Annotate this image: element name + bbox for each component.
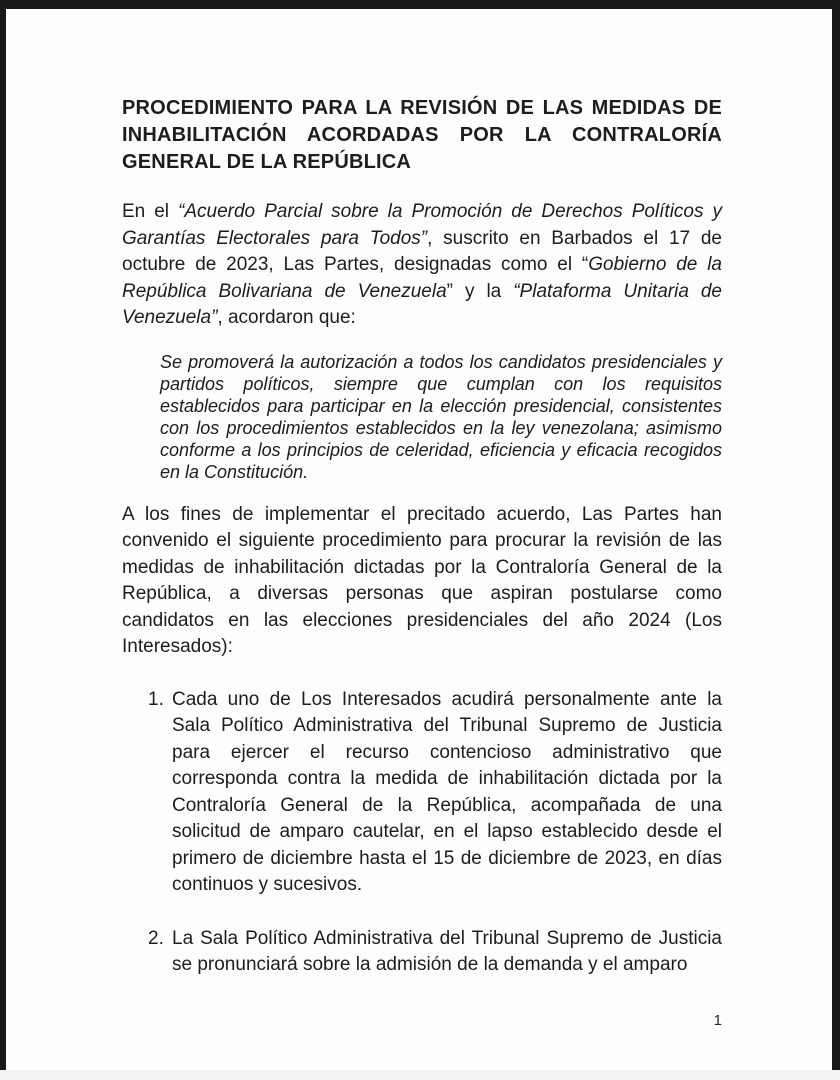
list-item <box>122 926 722 979</box>
page-number: 1 <box>713 1012 722 1029</box>
list-item-text: La Sala Político Administrativa del Tribunal Supremo de Justicia se pronunciará sobre la admisión de la demanda y el amparo <box>172 927 722 975</box>
list-item-text: Cada uno de Los Interesados acudirá personalmente ante la Sala Político Administrativa del Tribunal Supremo de Justicia para ejercer el recurso contencioso administrativo que corresponda contra la medida de inhabilitación dictada por la Contraloría General de la República, acompañada de una solicitud de amparo cautelar, en el lapso establecido desde el primero de diciembre hasta el 15 de diciembre de 2023, en días continuos y sucesivos. <box>172 688 722 895</box>
document-title: PROCEDIMIENTO PARA LA REVISIÓN DE LAS MEDIDAS DE INHABILITACIÓN ACORDADAS POR LA CONTRALORÍA GENERAL DE LA REPÚBLICA <box>122 97 722 173</box>
procedure-list <box>122 687 722 979</box>
document-content <box>6 9 832 979</box>
list-item-marker: 1. <box>148 688 164 710</box>
list-item-marker: 2. <box>148 927 164 949</box>
list-item <box>122 687 722 899</box>
intro-paragraph: En el “Acuerdo Parcial sobre la Promoción de Derechos Políticos y Garantías Electorales para Todos”, suscrito en Barbados el 17 de octubre de 2023, Las Partes, designadas como el “Gobierno de la República Bolivariana de Venezuela” y la “Plataforma Unitaria de Venezuela”, acordaron que: <box>122 201 722 328</box>
document-page <box>6 9 832 1070</box>
body-paragraph: A los fines de implementar el precitado acuerdo, Las Partes han convenido el siguiente procedimiento para procurar la revisión de las medidas de inhabilitación dictadas por la Contraloría General de la República, a diversas personas que aspiran postularse como candidatos en las elecciones presidenciales del año 2024 (Los Interesados): <box>122 503 722 657</box>
quote-block: Se promoverá la autorización a todos los candidatos presidenciales y partidos políticos, siempre que cumplan con los requisitos establecidos para participar en la elección presidencial, consistentes con los procedimientos establecidos en la ley venezolana; asimismo conforme a los principios de celeridad, eficiencia y eficacia recogidos en la Constitución. <box>160 351 722 482</box>
